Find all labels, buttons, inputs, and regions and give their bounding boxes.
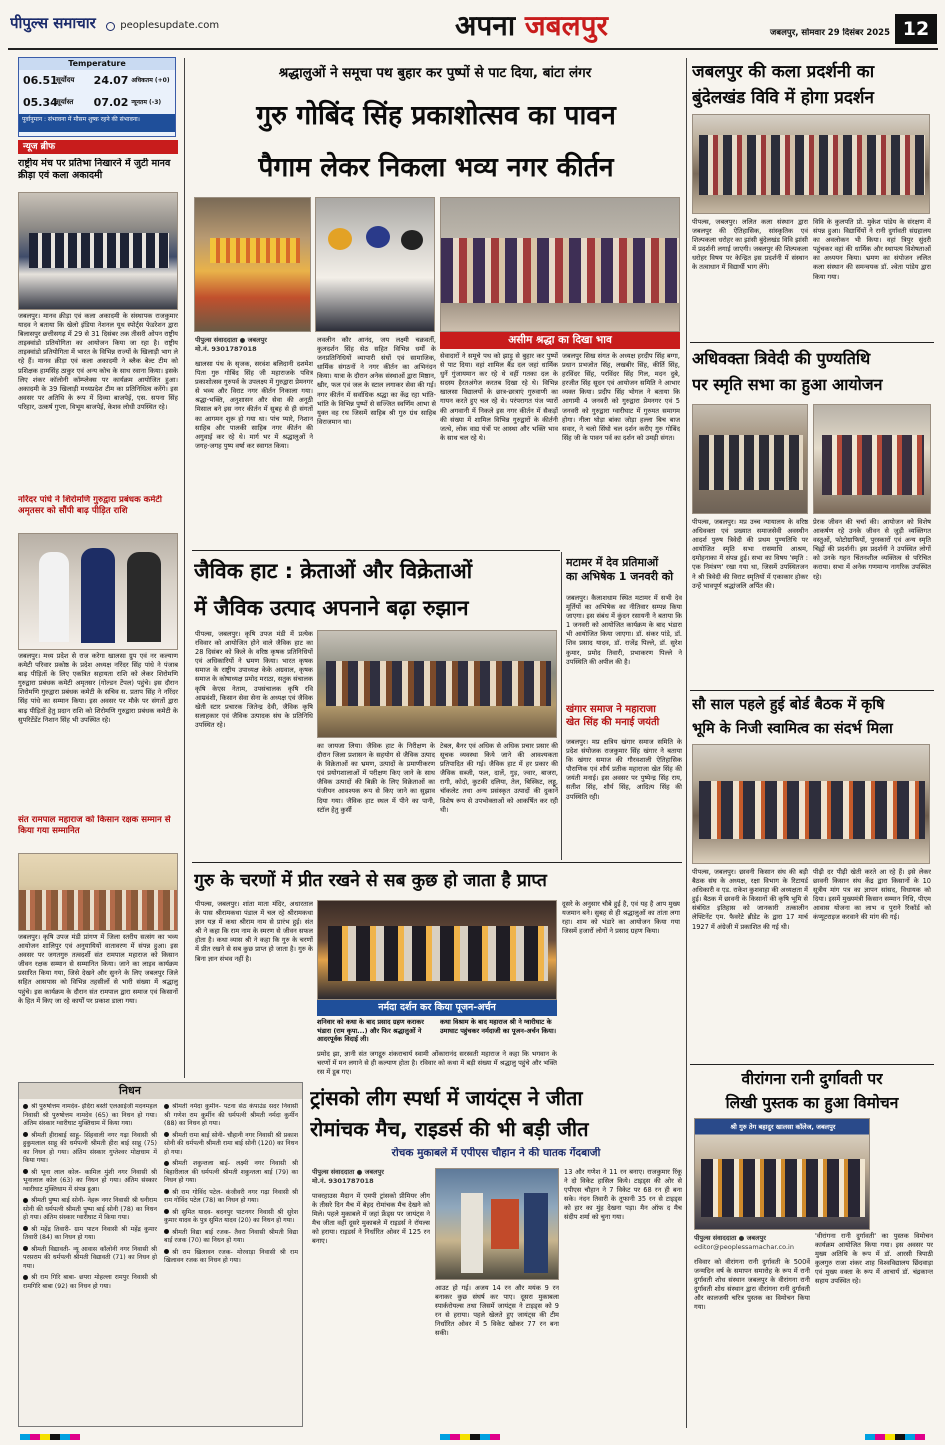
column-divider [686,58,687,1428]
person-left [39,552,69,642]
column-divider [561,552,562,860]
lead-byline-block [195,336,313,358]
obituary-entry [164,1229,298,1246]
board-col-2: पीढ़ी दर पीढ़ी खेती करते आ रहे हैं। इसे लेकर छावनी किसान संघ केंद्र द्वारा किसानों के 10 सूत्रीय मांग पत्र का ज्ञापन सांसद, विधायक को दिया। इसमें मुख्यमंत्री किसान सम्मान निधि, पीएम आवास योजना का लाभ व पुराने रिकॉर्ड को कंप्यूटराइज करवाने की मांग की गई। [813,868,931,922]
obituary-text: श्रीमती हीराबाई साहू- सिंहवाली नगर गढ़ा निवासी श्री हुकुमलाल साहू की धर्मपत्नी श्रीमती हीरा बाई साहू (75) का निधन हो गया। अंतिम संस्कार गुप्तेश्वर मोक्षधाम में किया गया। [23,1131,157,1164]
obituary-text: श्री महेंद्र तिवारी- ग्राम पाटन निवासी श्री महेंद्र कुमार तिवारी (84) का निधन हो गया। [23,1225,157,1241]
book-col-1: रविवार को वीरांगना रानी दुर्गावती के 500वें जन्मदिन वर्ष के समापन समारोह के रूप में रानी दुर्गावती शोध संस्थान जबलपुर के वीरांगना रानी दुर्गावती शोध संस्थान द्वारा वीरांगना रानी दुर्गावती और कालजयी चरित्र पुस्तक का विमोचन किया गया। [694,1258,810,1312]
date-line: जबलपुर, सोमवार 29 दिसंबर 2025 [769,28,890,38]
lead-col-3: सेवादारों ने समूचे पथ को झाड़ू से बुहार कर पुष्पों से पाट दिया। वहां शामिल बैंड दल जहां धार्मिक धुनें गुंजायमान कर रहे थे वहीं गतका दल के सदस्य हैरतअंगेज करतब दिखा रहे थे। विभिन्न खालसा विद्यालयों के छात्र-छात्राएं गुरुवाणी का गायन करते हुए चल रहे थे। परंपरागत पंज प्यारों की अगवानी में निकले इस नगर कीर्तन में सैकड़ों की संख्या में शामिल विभिन्न गुरुद्वारों के कीर्तनी जत्थे, लोक वाद्य यंत्रों पर आस्था और भक्ति भाव के साथ चल रहे थे। [440,352,558,442]
art-col-1: पीपल्स, जबलपुर। ललित कला संस्थान द्वारा जबलपुर की ऐतिहासिक, सांस्कृतिक एवं शिल्पकला धरोहर का झांसी बुंदेलखंड विवि झांसी में प्रदर्शनी लगाई जाएगी। जबलपुर की शिल्पकला धरोहर विषय पर केन्द्रित इस प्रदर्शनी में संस्थान के तत्वाधान में विद्यार्थी भाग लेंगे। [692,218,808,272]
news-brief-label: न्यूज ब्रीफ [23,142,56,152]
person-center [81,548,115,643]
art-col-2: विवि के कुलपति प्रो. मुकेश पांडेय के संरक्षण में संपन्न हुआ। विद्यार्थियों ने रानी दुर्गावती संग्रहालय का अवलोकन भी किया। वहां त्रिपुर सुंदरी पहुंचकर वहां की धार्मिक और स्थापत्य विशेषताओं का अध्ययन किया। भ्रमण का संयोजन ललित कला संस्थान की समन्वयक डॉ. श्वेता पांडेय द्वारा किया गया। [813,218,931,281]
sunset-time: 05.34 [23,95,58,109]
lead-col-2: लवलीन कौर आनंद, जय लक्ष्मी चक्रवर्ती, कुलदर्शन सिंह सेठ सहित विभिन्न धर्मों के जनप्रतिनिधियों व्यापारी संघों एवं सामाजिक, धार्मिक संगठनों ने नगर कीर्तन का अभिनंदन किया। यात्रा के दौरान अनेक संस्थाओं द्वारा मिष्ठान, खीर, फल एवं जल के स्टाल लगाकर सेवा की गई। नगर कीर्तन में सर्वाधिक श्रद्धा का केंद्र रहा भांति-भांति के विभिन्न पुष्पों से सज्जित स्वर्णिम आभा से युक्त वह रथ जिसमें साहिब श्री गुरु ग्रंथ साहिब विराजमान था। [317,336,436,426]
obituary-col-2 [164,1103,298,1425]
students [699,135,925,195]
organic-headline-2: में जैविक उत्पाद अपनाने बढ़ा रुझान [194,596,469,620]
divider-board [690,690,934,691]
obituary-text: श्रीमती पुष्पा बाई सोनी- नेहरू नगर निवासी श्री धनीराम सोनी की धर्मपत्नी श्रीमती पुष्पा बाई सोनी (78) का निधन हो गया। अंतिम संस्कार ग्वारीघाट में किया गया। [23,1197,157,1221]
bullet-icon [164,1209,169,1214]
trans-col-3: 13 और गणेश ने 11 रन बनाए। राजकुमार रिंकू ने दो विकेट हासिल किये। टाइड्स की ओर से एपीएस चौहान ने 7 विकेट पर 68 रन ही बना सके। नंदन तिवारी के तूफानी 35 रन से टाइड्स को हार का मुंह देखना पड़ा। मैन ऑफ द मैच संदीप शर्मा को चुना गया। [564,1168,682,1222]
trans-col-1: पावरहाउस मैदान में एमपी ट्रांसको प्रीमियर लीग के तीसरे दिन मैच में बेहद रोमांचक मैच देखने को मिले। पहले मुकाबले में जहां फ्रेंड्स पर जायंट्स ने मैच जीता वहीं दूसरे मुकाबले में राइडर्स ने रॉयल्स को हराया। राइडर्स ने निर्धारित ओवर में 125 रन बनाए। [312,1192,430,1246]
lead-photo-caption: असीम श्रद्धा का दिखा भाव [440,332,680,349]
obituary-box [18,1082,303,1427]
art-headline-2: बुंदेलखंड विवि में होगा प्रदर्शन [692,88,874,108]
khangar-headline [566,703,682,733]
book-col-2: 'वीरांगना रानी दुर्गावती' का पुस्तक विमोचन कार्यक्रम आयोजित किया गया। इस अवसर पर मुख्य अतिथि के रूप में डॉ. आरसी त्रिपाठी कुलगुरु राजा शंकर शाह विश्वविद्यालय छिंदवाड़ा एवं मुख्य वक्ता के रूप में आचार्य डॉ. चंद्रकान्त सहाय उपस्थित रहे। [815,1232,933,1286]
organic-col-2: का जायजा लिया। जैविक हाट के निरीक्षण के दौरान जिला प्रशासन के सहयोग से जैविक उत्पाद के विक्रेताओं का भ्रमण, उत्पादों के प्रमाणीकरण एवं प्रयोगशालाओं में परीक्षण किए जाने के साथ जैविक उत्पादों की बिक्री के लिए विक्रेताओं का पंजीयन आवश्यक रूप से किए जाने का सुझाव दिया गया। जैविक हाट स्थल में पीने का पानी, स्टॉल हेतु कुर्सी [317,742,435,814]
section-city: जबलपुर [524,9,608,42]
obituary-text: श्री भूना लाल कोल- कामिल मुंशी नगर निवासी श्री भूनालाल कोल (63) का निधन हो गया। अंतिम संस्कार ग्वारीघाट मुक्तिधाम में संपन्न हुआ। [23,1168,157,1193]
brief3-headline: संत रामपाल महाराज को किसान रक्षक सम्मान से किया गया सम्मानित [18,815,171,836]
divider-book [690,1064,934,1065]
brief1-headline: राष्ट्रीय मंच पर प्रतिभा निखारने में जुटी मानव क्रीड़ा एवं कला अकादमी [18,158,171,181]
bullet-icon [164,1229,169,1234]
team-members [29,233,169,268]
board-col-1: पीपल्स, जबलपुर। छावनी किसान संघ की बड़ी बैठक संघ के अध्यक्ष, रक्षा विभाग के रिटायर्ड अधिकारी व एड. राकेश कुशवाहा की अध्यक्षता में हुई। बैठक में छावनी के किसानों की कृषि भूमि से संबंधित इतिहास को जानकारी तत्कालीन लेफ्टिनेंट एम. फैवरेटे ब्रीडेट के द्वारा 17 मार्च 1927 में अंग्रेजी में प्रकाशित की गई थी। [692,868,808,931]
sunrise-time: 06.51 [23,73,58,87]
brief3-body: जबलपुर। कृषि उपज मंडी प्रांगण में जिला स्तरीय सत्संग का भव्य आयोजन शालिपुर एवं अनुयायियों वातावरण में संपन्न हुआ। इस अवसर पर जगतगुरु तत्वदर्शी संत रामपाल महाराज को किसान जीवन रक्षक सम्मान से सम्मानित किया। जाने का लाइव कार्यक्रम प्रसारित किया गया, जिसे देखने और सुनने के लिए जबलपुर जिले सहित आसपास को विभिन्न तहसीलों से भारी संख्या में श्रद्धालु पहुंचे। इस कार्यक्रम के दौरान संत रामपाल द्वारा समाज एवं किसानों के हित में किए जा रहे कार्यों पर प्रकाश डाला गया। [18,933,178,1005]
lead-byline: पीपुल्स संवाददाता ● जबलपुर [195,336,267,344]
organic-col-3: टेबल, बैनर एवं अधिक से अधिक प्रचार प्रसार की सूचक व्यवस्था किये जाने की आवश्यकता प्रतिपादित की गई। जैविक हाट में हर प्रकार की जैविक सब्जी, फल, दालें, गुड़, ज्वार, बाजरा, रागी, कोदो, कुटकी दलिया, तेल, बिस्किट, लड्डू, चॉकलेट तथा अन्य प्रसंस्कृत उत्पादों की दुकानें विशेष रूप से उपभोक्ताओं को आकर्षित कर रही थी। [440,742,558,814]
khangar-body: जबलपुर। मप्र क्षत्रिय खंगार समाज समिति के प्रदेश संयोजक राजकुमार सिंह खंगार ने बताया कि खंगार समाज की गौरवशाली ऐतिहासिक पौराणिक एवं शौर्य प्रतीक महाराजा खेत सिंह की जयंती मनाई। इस अवसर पर पुष्पेन्द्र सिंह राय, सतीश सिंह, शौर्य सिंह, आदित्य सिंह की उपस्थिति रही। [566,738,682,801]
globe-icon [106,22,115,31]
head-3 [401,230,423,250]
attendees [699,435,803,490]
color-bar-right [865,1434,925,1440]
dignitaries-photo [315,197,435,332]
guru-col-1: पीपल्स, जबलपुर। शांता माता मंदिर, अधारताल के पास श्रीरामकथा पंडाल में चल रहे श्रीरामकथा ज्ञान यज्ञ में कथा श्रीराम नाम से प्रारंभ हुई। संत श्री ने कहा कि राम नाम के स्मरण से जीवन सफल होता है। कथा व्यास श्री ने कहा कि गुरु के चरणों में प्रीत रखने से सब कुछ प्राप्त हो जाता है। गुरु के बिना ज्ञान संभव नहीं है। [195,900,313,963]
obituary-entry [23,1197,157,1223]
guru-headline: गुरु के चरणों में प्रीत रखने से सब कुछ हो जाता है प्राप्त [194,871,547,891]
crowd-sweeping [441,238,680,303]
guru-col-2: प्रमोद झा, ज्ञानी संत जगद्गुरु शंकराचार्य स्वामी ओंकारानंद सरस्वती महाराज ने कहा कि भगवान के चरणों में मन लगाने से ही कल्याण होता है। रविवार को कथा में बड़ी संख्या में श्रद्धालु पहुंचे और भक्ति रस में डूब गए। [317,1050,557,1077]
obituary-text: श्री राम गोविंद पटेल- कंजीवरी नगर गढ़ा निवासी श्री राम गोविंद पटेल (78) का निधन हो गया। [164,1188,298,1204]
bullet-icon [23,1246,28,1251]
sunrise-label: सूर्योदय [56,76,75,85]
section-apna: अपना [455,9,516,42]
saffron-banners [210,238,300,263]
obituary-entry [23,1274,157,1291]
devotees-group [328,926,548,981]
color-bar-center [440,1434,500,1440]
brief2-body: जबलपुर। मध्य प्रदेश से राज करेगा खालसा ग्रुप एवं नर कल्याण कमेटी परिवार प्रकोष्ठ के प्रदेश अध्यक्ष नरिंदर सिंह पांधे ने पंजाब बाढ़ पीड़ितों के लिए एकत्रित सहायता राशि को लेकर शिरोमणि गुरुद्वारा प्रबंधक कमेटी अमृतसर (गोल्डन टेंपल) पहुंचे। इस दौरान शिरोमणि गुरुद्वारा प्रबंधक कमेटी के सचिव स. प्रताप सिंह ने नरिंदर सिंह पांधे का सम्मान किया। इस अवसर पर मौके पर संगतों द्वारा बाढ़ पीड़ितों हेतु प्रदान राशि को शिरोमणि गुरुद्वारा प्रबंधक कमेटी के सुपरिटेंडेंट निशान सिंह भी उपस्थित रहे। [18,652,178,724]
trans-headline-2: रोमांचक मैच, राइडर्स की भी बड़ी जीत [310,1117,589,1141]
min-temp: 07.02 [93,95,129,109]
lead-headline-2: पैगाम लेकर निकला भव्य नगर कीर्तन [258,152,614,183]
bullet-icon [23,1169,28,1174]
min-label: न्यूनतम (-3) [131,99,162,107]
advocate-headline-2: पर स्मृति सभा का हुआ आयोजन [692,375,883,394]
masthead [0,0,945,52]
idol-headline [566,556,682,592]
lead-kicker: श्रद्धालुओं ने समूचा पथ बुहार कर पुष्पों से पाट दिया, बांटा लंगर [278,65,592,81]
trans-col-2: आउट हो गई। अजय 14 रन और मयंक 9 रन बनाकर कुछ संघर्ष कर पाए। दूसरा मुकाबला स्पार्करोयल्स तथा जिसमें जायंट्स ने टाइड्स को 9 रन से हराया। पहले खेलते हुए जायंट्स की टीम निर्धारित ओवर में 5 विकेट खोकर 77 रन बना सकी। [435,1284,559,1338]
bullet-icon [164,1249,169,1254]
lead-col-1: खालसा पंथ के सृजक, सरवंश बलिदानी दशमेश पिता गुरु गोबिंद सिंह जी महाराजके पवित्र प्रकाशोत्सव गुरुपर्व के उपलक्ष्य में गुरुद्वारा प्रेमनगर से भव्य और विराट नगर कीर्तन निकाला गया। श्रद्धा-भक्ति, अनुशासन और सेवा की अनूठी मिसाल बने इस नगर कीर्तन में सुबह से ही संगतों का आगमन शुरू हो गया था। पांच प्यारे, निशान साहिब और पालकी साहिब नगर कीर्तन की अगुवाई कर रहे थे। मार्ग भर में श्रद्धालुओं ने जगह-जगह पुष्प वर्षा कर स्वागत किया। [195,360,313,450]
book-byline: पीपुल्स संवाददाता ● जबलपुर [694,1234,766,1242]
obituary-text: श्री सुमित यादव- बदनपुर पाटनगर निवासी श्री सुरेश कुमार यादव के पुत्र सुमित यादव (20) का निधन हो गया। [164,1208,298,1224]
book-headline-2: लिखी पुस्तक का हुआ विमोचन [725,1094,899,1112]
color-bar-left [20,1434,80,1440]
paper-name: पीपुल्स समाचार [10,14,96,32]
obituary-entry [164,1160,298,1186]
trans-byline: पीपुल्स संवाददाता ● जबलपुर [312,1168,384,1176]
obituary-entry [164,1189,298,1206]
organic-headline-1: जैविक हाट : क्रेताओं और विक्रेताओं [194,559,473,583]
player-2 [524,1193,548,1273]
obituary-entry [23,1226,157,1243]
crowd [19,890,178,930]
turban-2 [366,226,390,248]
column-divider [184,58,185,1078]
obituary-text: श्रीमती विद्यावती- न्यू आवास कॉलोनी नगर निवासी श्री परसराम की धर्मपत्नी श्रीमती विद्यावती (71) का निधन हो गया। [23,1245,157,1270]
trans-headline-1: ट्रांसको लीग स्पर्धा में जायंट्स ने जीता [310,1086,583,1110]
farmers-meeting-photo [692,744,930,864]
lead-col-4: जबलपुर सिख संगत के अध्यक्ष हरदीप सिंह बग्गा, प्रधान प्रभजोत सिंह, लखबीर सिंह, कीर्ति सिंह, हरविंदर सिंह, परविंदर सिंह गिल, मदन दुबे, हरजीत सिंह सूदन एवं आयोजन समिति ने आभार व्यक्त किया। प्रदीप सिंह भोगल ने बताया कि आगामी 4 जनवरी को गुरुद्वारा प्रेमनगर एवं 5 जनवरी को गुरुद्वारा ग्वारीघाट में गुरुमत समागम होगा। नीला घोड़ा बांका जोड़ा हल्ला बिच बाज सवार, ने चलो सिंघो चल दर्शन करीए गुरु गोबिंद सिंह जी के पावन पर्व का दर्शन को उमड़ी संगत। [562,352,680,442]
divider-advocate [690,342,934,343]
obituary-title: निधन [19,1083,302,1099]
turban-1 [328,228,352,250]
obituary-entry [164,1132,298,1158]
obituary-text: श्रीमती शकुन्तला बाई- लक्ष्मी नगर निवासी श्री बिहारीलाल की धर्मपत्नी श्रीमती शकुन्तला बाई (79) का निधन हो गया। [164,1160,298,1184]
obituary-text: श्री पुरुषोत्तम नामदेव- इंदिरा बस्ती एलआईजी मदनमहल निवासी श्री पुरुषोत्तम नामदेव (65) का निधन हो गया। अंतिम संस्कार ग्वारीघाट मुक्तिधाम में किया गया। [23,1103,157,1127]
bullet-icon [23,1104,28,1109]
obituary-entry [23,1246,157,1272]
trophy [491,1199,519,1249]
guru-caption-left: शनिवार को कथा के बाद प्रसाद ग्रहण कराकर भंडारा (राम कृपा...) और फिर श्रद्धालुओं ने आदरपूर्वक विदाई ली। [317,1018,424,1044]
person-right [127,552,161,642]
book-headline-1: वीरांगना रानी दुर्गावती पर [741,1070,883,1088]
weather-box [18,57,176,137]
khangar-headline-2: खेत सिंह की मनाई जयंती [566,717,660,728]
satsang-crowd-photo [18,853,178,931]
guru-photo-band: नर्मदा दर्शन कर किया पूजन-अर्चन [317,1000,557,1016]
organic-col-1: पीपल्स, जबलपुर। कृषि उपज मंडी में प्रत्येक रविवार को आयोजित होने वाले जैविक हाट का 28 दिसंबर को किले के वरिष्ठ कृषक प्रतिनिधियों एवं अधिकारियों ने भ्रमण किया। भारत कृषक समाज के राष्ट्रीय उपाध्यक्ष केके अग्रवाल, कृषक समाज के कोषाध्यक्ष प्रमोद मराठा, सतुक संचालक कृषि केएस नेताम, उपसंचालक कृषि रवि आम्रवंशी, किसान सेवा सेना के अध्यक्ष एवं जैविक खेती स्टार प्रचारक जितेन्द्र देवी, जैविक कृषि सलाहकार एवं जैविक उत्पादक संघ के प्रतिनिधि उपस्थित रहे। [195,630,313,729]
bullet-icon [164,1132,169,1137]
bullet-icon [164,1161,169,1166]
obituary-entry [23,1103,157,1129]
obituary-entry [23,1132,157,1166]
page-number: 12 [895,14,937,44]
idol-headline-2: का अभिषेक 1 जनवरी को [566,570,674,584]
lead-headline-1: गुरु गोबिंद सिंह प्रकाशोत्सव का पावन [256,100,616,131]
brief2-headline: नरिंदर पांधे ने शिरोमणि गुरुद्वारा प्रबंधक कमेटी अमृतसर को सौंपी बाढ़ पीड़ित राशि [18,495,162,516]
max-label: अधिकतम (+0) [131,77,170,85]
news-brief-band [18,140,178,154]
bullet-icon [23,1226,28,1231]
obituary-entry [164,1103,298,1129]
divider-organic [192,550,560,551]
bullet-icon [164,1104,169,1109]
guru-caption-right: कथा विश्राम के बाद महाराज श्री ने ग्वारीघाट के उमाघाट पहुंचकर नर्मदाजी का पूजन-अर्चन किया। [440,1018,557,1035]
advocate-col-1: पीपल्स, जबलपुर। मप्र उच्च न्यायालय के वरिष्ठ अधिवक्ता एवं प्रख्यात समाजसेवी अवस्थीन आदर्श पुरुष त्रिवेदी की प्रथम पुण्यतिथि पर आयोजित स्मृति सभा रासमाधि आश्रम, दमोहनाका में संपन्न हुई। सभा का विषय 'स्मृति : एक निमंत्रण' रखा गया था, जिसमें उपस्थितजन ने श्री त्रिवेदी की विराट स्मृतियों में एकाकार होकर उन्हें भावपूर्ण श्रद्धांजलि अर्पित की। [692,518,808,590]
weather-title: Temperature [19,58,175,70]
taekwondo-team-photo [18,192,178,310]
students-group-photo [692,114,930,214]
idol-headline-1: मटामर में देव प्रतिमाओं [566,556,659,569]
advocate-headline-1: अधिवक्ता त्रिवेदी की पुण्यतिथि [692,349,871,368]
board-headline-1: सौ साल पहले हुई बोर्ड बैठक में कृषि [692,697,885,713]
max-temp: 24.07 [93,73,129,87]
book-launch-photo [694,1118,870,1230]
nagar-kirtan-procession-photo [194,197,311,332]
obituary-text: श्रीमती रामा बाई सोनी- चौहानी नगर निवासी श्री प्रकाश सोनी की धर्मपत्नी श्रीमती रामा बाई सोनी (120) का निधन हो गया। [164,1131,298,1156]
website-link[interactable]: peoplesupdate.com [120,20,220,31]
smriti-sabha-photo-1 [692,404,808,514]
masthead-divider [8,48,938,50]
weather-forecast: पूर्वानुमान : संभावना में मौसम शुष्क रहने की संभावना। [19,114,175,132]
lead-mobile: मो.नं. 9301787018 [195,344,257,353]
obituary-entry [164,1249,298,1266]
sunset-label: सूर्यास्त [56,98,74,107]
guru-col-3: दूसरे के अनुसार चौबे हुई है, एवं यह है आप मुख्य यजमान बने। सुबह से ही श्रद्धालुओं का तांता लगा रहा। शाम को भंडारे का आयोजन किया गया जिसमें हजारों लोगों ने प्रसाद ग्रहण किया। [562,900,680,936]
sewadars-sweeping-photo [440,197,680,332]
art-headline-1: जबलपुर की कला प्रदर्शनी का [692,62,875,82]
player-1 [461,1193,483,1273]
print-registration-strip [0,1432,945,1442]
bullet-icon [23,1275,28,1280]
board-headline-2: भूमि के निजी स्वामित्व का संदर्भ मिला [692,721,893,737]
cricket-award-photo [435,1168,559,1280]
smriti-sabha-photo-2 [813,404,931,514]
bullet-icon [23,1198,28,1203]
book-email: editor@peoplessamachar.co.in [694,1242,794,1251]
khangar-headline-1: खंगार समाज ने महाराजा [566,704,656,715]
obituary-text: श्री राम खिलावन रजक- मोरवाड़ा निवासी श्री राम खिलावन रजक का निधन हो गया। [164,1248,298,1264]
narmada-puja-photo [317,900,557,1000]
organic-market-photo [317,630,557,738]
obituary-text: श्रीमती विद्या बाई रजक- तैवरा निवासी श्रीमती विद्या बाई रजक (70) का निधन हो गया। [164,1228,298,1244]
trans-byline-block [312,1168,430,1190]
paper-branding [10,14,330,40]
obituary-text: श्री राम गिरि बाबा- छपरा मोहल्ला रामपुर निवासी श्री रामगिरि बाबा (92) का निधन हो गया। [23,1274,157,1290]
section-title [455,7,715,45]
golden-temple-felicitation-photo [18,533,178,650]
bullet-icon [23,1132,28,1137]
obituary-text: श्रीमती नर्मदा कुर्मीन- पटना सेठ कंपाउंड सदर निवासी श्री गणेश राम कुर्मीन की धर्मपत्नी श्रीमती नर्मदा कुर्मीन (88) का निधन हो गया। [164,1103,298,1127]
bullet-icon [164,1189,169,1194]
idol-body: जबलपुर। कैलाशधाम स्थित मटामर में सभी देव मूर्तियों का अभिषेक का नीतिवार सम्पन्न किया जाएगा। इस संबंध में कुंदन रसायनी ने बताया कि 1 जनवरी को आयोजित कार्यक्रम के बाद भंडारा भी आयोजित किया जाएगा। डॉ. संकर पांडे, डॉ. शिव प्रसाद यादव, डॉ. राजेंद्र पिल्ले, डॉ. सुरेश कुमार, प्रमोद तिवारी, प्रभाकरण पिल्ले ने उपस्थिति की अपील की है। [566,594,682,666]
guests [822,435,924,495]
visitors-at-stall [326,661,551,706]
advocate-col-2: प्रेरक जीवन की चर्चा की। आयोजन को विशेष आकर्षण रहे उनके जीवन से जुड़ी व्यक्तिगत वस्तुओं, फोटोग्राफियों, पुरस्कारों एवं अन्य स्मृति चिह्नों की प्रदर्शनी। इस प्रदर्शनी ने उपस्थित लोगों को उनके गहन चिंतनशील व्यक्तित्व से परिचित कराया। सभा में अनेक गणमान्य नागरिक उपस्थित रहे। [813,518,931,581]
college-banner: श्री गुरु तेग बहादुर खालसा कॉलेज, जबलपुर [730,1123,836,1131]
divider-guru [192,862,682,863]
farmers [699,781,925,839]
obituary-entry [164,1209,298,1226]
trans-deck: रोचक मुकाबले में एपीएस चौहान ने की घातक गेंदबाजी [391,1147,601,1159]
guests-holding-book [701,1159,865,1217]
obituary-col-1 [23,1103,157,1425]
trans-mobile: मो.नं. 9301787018 [312,1176,374,1185]
brief1-body: जबलपुर। मानव क्रीड़ा एवं कला अकादमी के संस्थापक राजकुमार यादव ने बताया कि खेलो इंडिया नेशनल यूथ स्पोर्ट्स फेडरेशन द्वारा बिलासपुर छत्तीसगढ़ में 29 से 31 दिसंबर तक तीसरी ओपन राष्ट्रीय ताइक्वांडो प्रतियोगिता का आयोजन किया जा रहा है। राष्ट्रीय ताइक्वांडो प्रतियोगिता में भारत के विभिन्न राज्यों के खिलाड़ी भाग ले रहे हैं। मानव क्रीड़ा एवं कला अकादमी ने ब्लैक बेल्ट टीम को प्रशिक्षक हामसिंह ठाकुर एवं अन्य कोच के साथ रवाना किया। इसके लिए शंकर कॉलोनी कॉम्प्लेक्स पर कार्यक्रम आयोजित हुआ। अकादमी के 39 खिलाड़ी मध्यप्रदेश टीम का प्रतिनिधित्व करेंगे। इस अवसर पर अतिथि के रूप में दिव्या बाजपेई, एस. सपना सिंह परिहार, उत्कर्ष गुप्ता, विभूम बाजपेई, केशव लोधी उपस्थित रहे। [18,312,178,411]
obituary-entry [23,1169,157,1195]
